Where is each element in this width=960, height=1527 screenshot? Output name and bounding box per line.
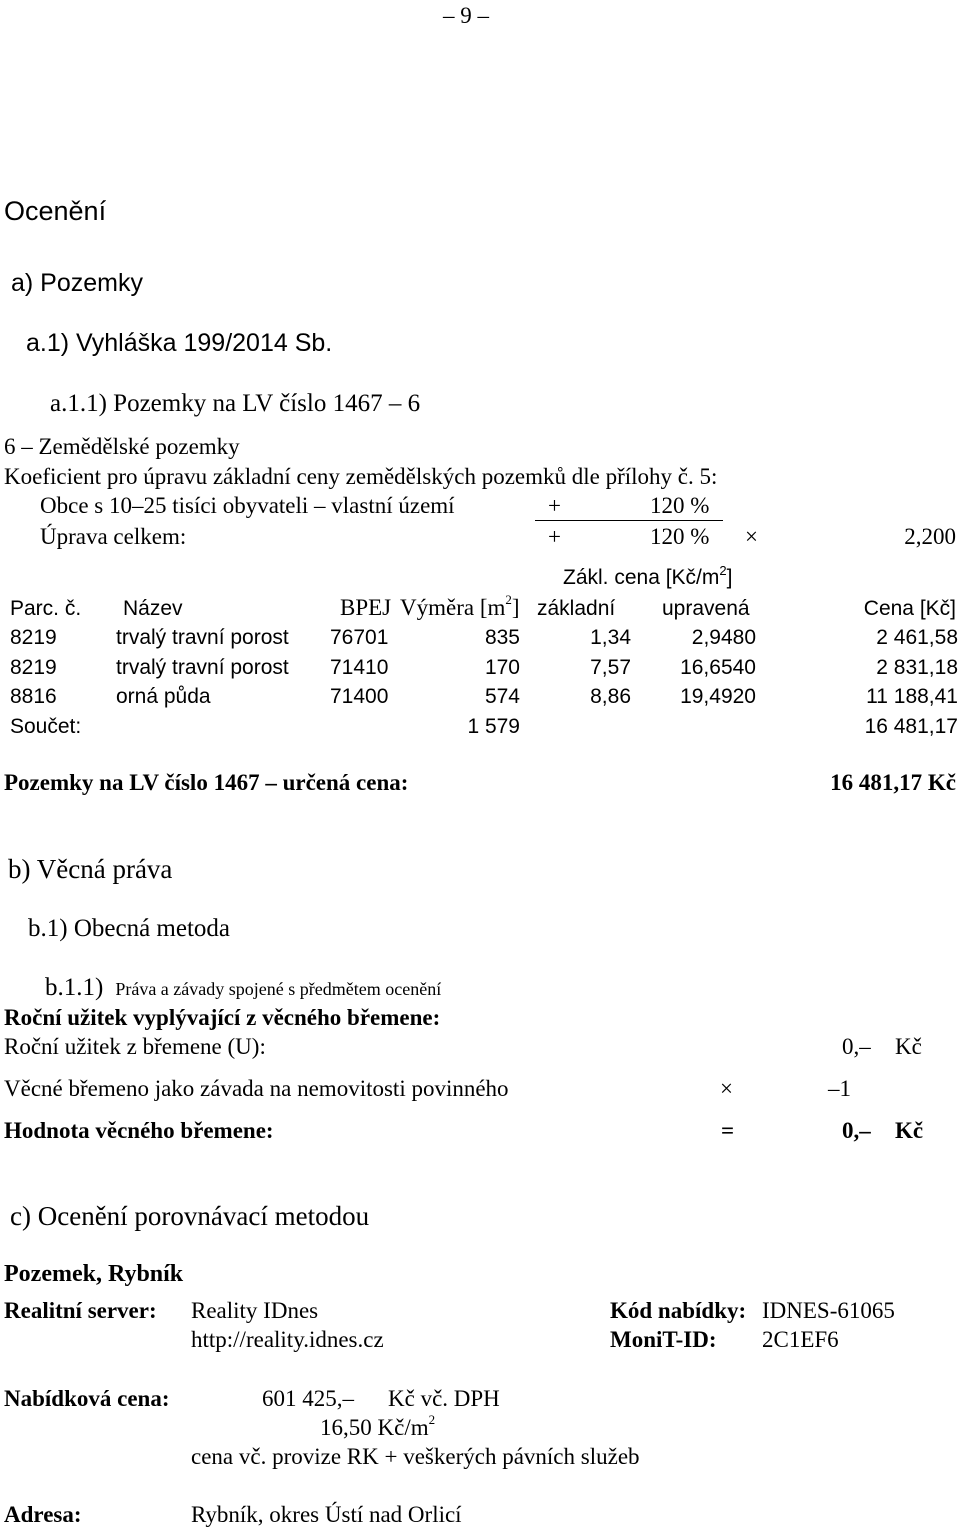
cell-bpej: 76701 (330, 626, 389, 649)
cell-parc: 8816 (10, 685, 57, 708)
burden-result: 0,– (842, 1118, 871, 1143)
offer-price: 601 425,– (262, 1386, 354, 1411)
annual-heading: Roční užitek vyplývající z věcného břemene: (4, 1005, 441, 1030)
determined-price-value: 16 481,17 Kč (830, 770, 956, 795)
cell-upravena: 16,6540 (680, 656, 756, 679)
coefficient-heading: Koeficient pro úpravu základní ceny zemědělských pozemků dle přílohy č. 5: (4, 464, 718, 489)
col-header-bpej: BPEJ (340, 595, 392, 620)
cell-parc: 8219 (10, 626, 57, 649)
annual-label: Roční užitek z břemene (U): (4, 1034, 266, 1059)
cell-nazev: orná půda (116, 685, 211, 708)
monit-id: 2C1EF6 (762, 1327, 839, 1352)
multiply-sign: × (720, 1076, 733, 1101)
offer-price-unit: Kč vč. DPH (388, 1386, 500, 1411)
coef-value: 120 % (650, 493, 710, 518)
cell-cena: 11 188,41 (866, 685, 958, 708)
burden-label: Věcné břemeno jako závada na nemovitosti povinného (4, 1076, 509, 1101)
coef-divider (535, 520, 723, 521)
section-b-heading: b) Věcná práva (8, 854, 173, 884)
cell-nazev: trvalý travní porost (116, 626, 289, 649)
col-header-cena: Cena [Kč] (863, 597, 956, 620)
cell-bpej: 71400 (330, 685, 389, 708)
cell-vymera: 835 (484, 626, 520, 649)
subsection-title: 6 – Zemědělské pozemky (4, 434, 240, 459)
address-label: Adresa: (4, 1502, 82, 1527)
coef-sign: + (548, 524, 561, 549)
cell-cena: 2 831,18 (876, 656, 958, 679)
page-heading: Ocenění (4, 196, 107, 226)
col-header-nazev: Název (123, 597, 183, 620)
unit-price: 16,50 $Kč/m^2$ (320, 1412, 436, 1440)
section-b11-number: b.1.1) (45, 974, 104, 1001)
section-b1-heading: b.1) Obecná metoda (28, 915, 231, 942)
burden-unit: Kč (895, 1118, 924, 1143)
cell-zakladni: 7,57 (590, 656, 631, 679)
section-b11-text: Práva a závady spojené s předmětem ocenění (115, 979, 442, 999)
col-header-upravena: upravená (662, 597, 750, 620)
col-header-parc: Parc. č. (10, 597, 82, 620)
cell-vymera: 170 (484, 656, 520, 679)
sum-cena: 16 481,17 (864, 715, 958, 738)
offer-code-label: Kód nabídky: (610, 1298, 747, 1323)
section-c-heading: c) Ocenění porovnávací metodou (10, 1201, 370, 1231)
burden-value-label: Hodnota věcného břemene: (4, 1118, 274, 1143)
page-number: – 9 – (443, 3, 489, 28)
monit-id-label: MoniT-ID: (610, 1327, 717, 1352)
col-header-vymera: Výměra $[m^2]$ (400, 592, 520, 620)
cell-nazev: trvalý travní porost (116, 656, 289, 679)
coef-label: Obce s 10–25 tisíci obyvateli – vlastní území (40, 493, 455, 518)
annual-value: 0,– (842, 1034, 871, 1059)
multiply-sign: × (745, 524, 758, 549)
address: Rybník, okres Ústí nad Orlicí (191, 1502, 462, 1527)
cell-parc: 8219 (10, 656, 57, 679)
coef-value: 120 % (650, 524, 710, 549)
table-group-header: Zákl. cena $[Kč/m^2]$ (563, 563, 733, 589)
comparison-subtitle: Pozemek, Rybník (4, 1261, 184, 1287)
coef-label: Úprava celkem: (40, 524, 187, 549)
offer-price-label: Nabídková cena: (4, 1386, 170, 1411)
section-a11-heading: a.1.1) Pozemky na LV číslo 1467 – 6 (50, 390, 421, 417)
coef-sign: + (548, 493, 561, 518)
section-b11-heading (45, 975, 441, 1000)
col-header-zakladni: základní (537, 597, 616, 620)
server-url[interactable]: http://reality.idnes.cz (191, 1327, 384, 1352)
server-name: Reality IDnes (191, 1298, 319, 1323)
cell-upravena: 19,4920 (680, 685, 756, 708)
determined-price-label: Pozemky na LV číslo 1467 – určená cena: (4, 770, 409, 795)
cell-zakladni: 8,86 (590, 685, 631, 708)
section-a-heading: a) Pozemky (11, 269, 143, 297)
price-note: cena vč. provize RK + veškerých pávních služeb (191, 1444, 640, 1469)
burden-coefficient: –1 (828, 1076, 851, 1101)
section-a1-heading: a.1) Vyhláška 199/2014 Sb. (26, 329, 333, 357)
equals-sign: = (721, 1118, 735, 1143)
cell-zakladni: 1,34 (590, 626, 631, 649)
offer-code: IDNES-61065 (762, 1298, 895, 1323)
sum-label: Součet: (10, 715, 82, 738)
coef-result: 2,200 (904, 524, 956, 549)
annual-unit: Kč (895, 1034, 922, 1059)
server-label: Realitní server: (4, 1298, 157, 1323)
sum-vymera: 1 579 (467, 715, 520, 738)
cell-bpej: 71410 (330, 656, 389, 679)
cell-vymera: 574 (484, 685, 520, 708)
cell-cena: 2 461,58 (876, 626, 958, 649)
cell-upravena: 2,9480 (691, 626, 756, 649)
